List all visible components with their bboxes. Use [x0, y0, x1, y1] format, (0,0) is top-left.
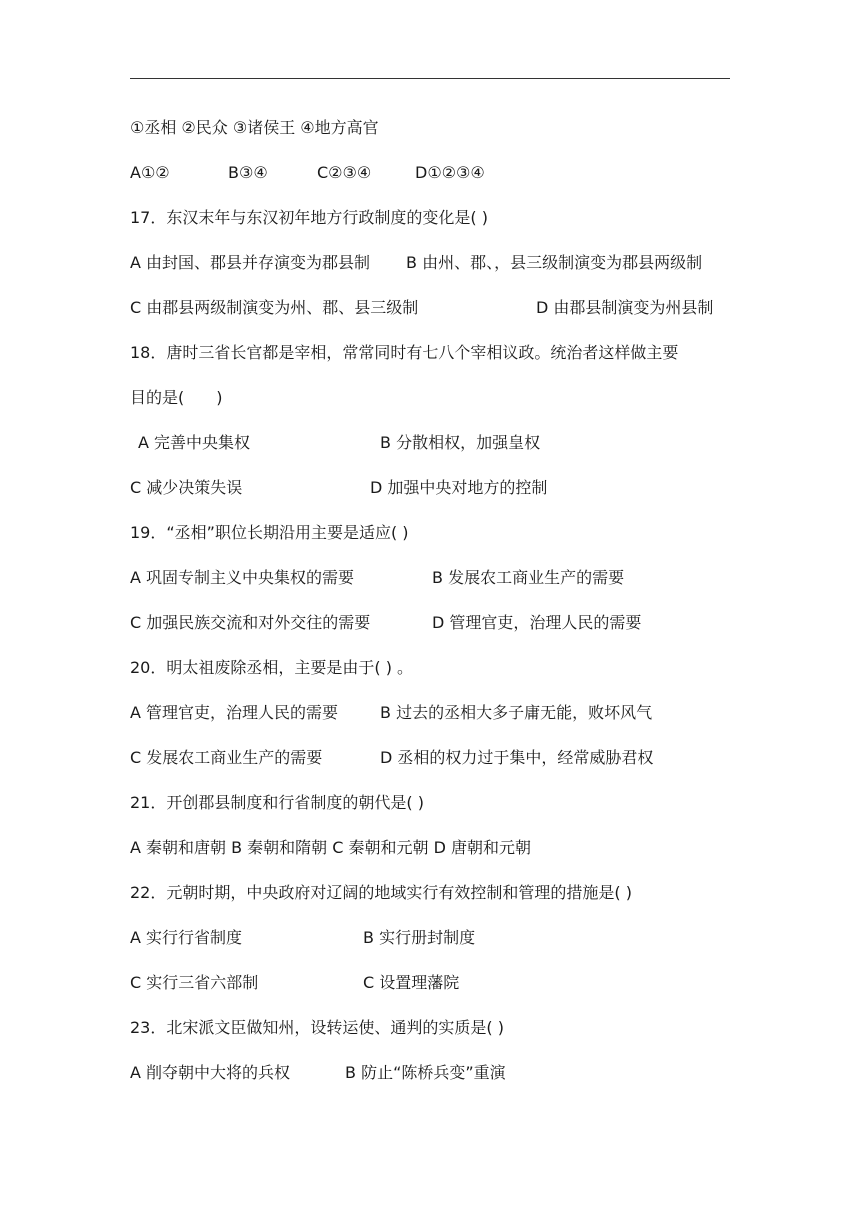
- q17-option-c: C 由郡县两级制演变为州、郡、县三级制: [130, 298, 419, 317]
- q21-options: A 秦朝和唐朝 B 秦朝和隋朝 C 秦朝和元朝 D 唐朝和元朝: [130, 838, 532, 857]
- q23-option-a: A 削夺朝中大将的兵权: [130, 1063, 291, 1082]
- q16-choice-c: C②③④: [317, 163, 372, 182]
- q18-option-b: B 分散相权，加强皇权: [380, 433, 541, 452]
- q18-option-c: C 减少决策失误: [130, 478, 243, 497]
- q23-options-row1: [130, 1059, 730, 1087]
- q23-question: 23．北宋派文臣做知州，设转运使、通判的实质是( ): [130, 1018, 504, 1037]
- q16-choice-b: B③④: [228, 163, 268, 182]
- q20-question: 20．明太祖废除丞相，主要是由于( ) 。: [130, 658, 414, 677]
- q22-option-a: A 实行行省制度: [130, 928, 243, 947]
- q16-choices: [130, 159, 730, 187]
- q19-option-c: C 加强民族交流和对外交往的需要: [130, 613, 371, 632]
- q22-options-row1: [130, 924, 730, 952]
- q17-option-a: A 由封国、郡县并存演变为郡县制: [130, 253, 371, 272]
- q18-question-line1: 18．唐时三省长官都是宰相，常常同时有七八个宰相议政。统治者这样做主要: [130, 343, 679, 362]
- q20-option-b: B 过去的丞相大多子庸无能，败坏风气: [380, 703, 653, 722]
- q19-option-b: B 发展农工商业生产的需要: [432, 568, 625, 587]
- q18-options-row2: [130, 474, 730, 502]
- q17-option-b: B 由州、郡、，县三级制演变为郡县两级制: [406, 253, 703, 272]
- q19-option-d: D 管理官吏，治理人民的需要: [432, 613, 642, 632]
- q19-options-row2: [130, 609, 730, 637]
- q18-option-a: A 完善中央集权: [138, 433, 251, 452]
- q18-options-row1: [130, 429, 730, 457]
- q16-choice-d: D①②③④: [415, 163, 485, 182]
- q22-question: 22．元朝时期，中央政府对辽阔的地域实行有效控制和管理的措施是( ): [130, 883, 632, 902]
- q17-options-row1: [130, 249, 730, 277]
- q21-question: 21．开创郡县制度和行省制度的朝代是( ): [130, 793, 424, 812]
- q19-options-row1: [130, 564, 730, 592]
- q20-options-row2: [130, 744, 730, 772]
- q20-option-d: D 丞相的权力过于集中，经常威胁君权: [380, 748, 654, 767]
- q19-question: 19．“丞相”职位长期沿用主要是适应( ): [130, 523, 409, 542]
- q22-options-row2: [130, 969, 730, 997]
- q16-choice-a: A①②: [130, 163, 170, 182]
- q20-options-row1: [130, 699, 730, 727]
- q17-options-row2: [130, 294, 730, 322]
- q20-option-a: A 管理官吏，治理人民的需要: [130, 703, 339, 722]
- q18-question-line2: 目的是( ): [130, 388, 223, 407]
- q22-option-c: C 实行三省六部制: [130, 973, 259, 992]
- q19-option-a: A 巩固专制主义中央集权的需要: [130, 568, 355, 587]
- q17-question: 17．东汉末年与东汉初年地方行政制度的变化是( ): [130, 208, 488, 227]
- q16-options-items: ①丞相 ②民众 ③诸侯王 ④地方高官: [130, 118, 379, 137]
- q22-option-d: C 设置理藩院: [363, 973, 460, 992]
- q22-option-b: B 实行册封制度: [363, 928, 476, 947]
- q20-option-c: C 发展农工商业生产的需要: [130, 748, 323, 767]
- q23-option-b: B 防止“陈桥兵变”重演: [345, 1063, 506, 1082]
- header-rule: [130, 78, 730, 79]
- q17-option-d: D 由郡县制演变为州县制: [536, 298, 714, 317]
- q18-option-d: D 加强中央对地方的控制: [370, 478, 548, 497]
